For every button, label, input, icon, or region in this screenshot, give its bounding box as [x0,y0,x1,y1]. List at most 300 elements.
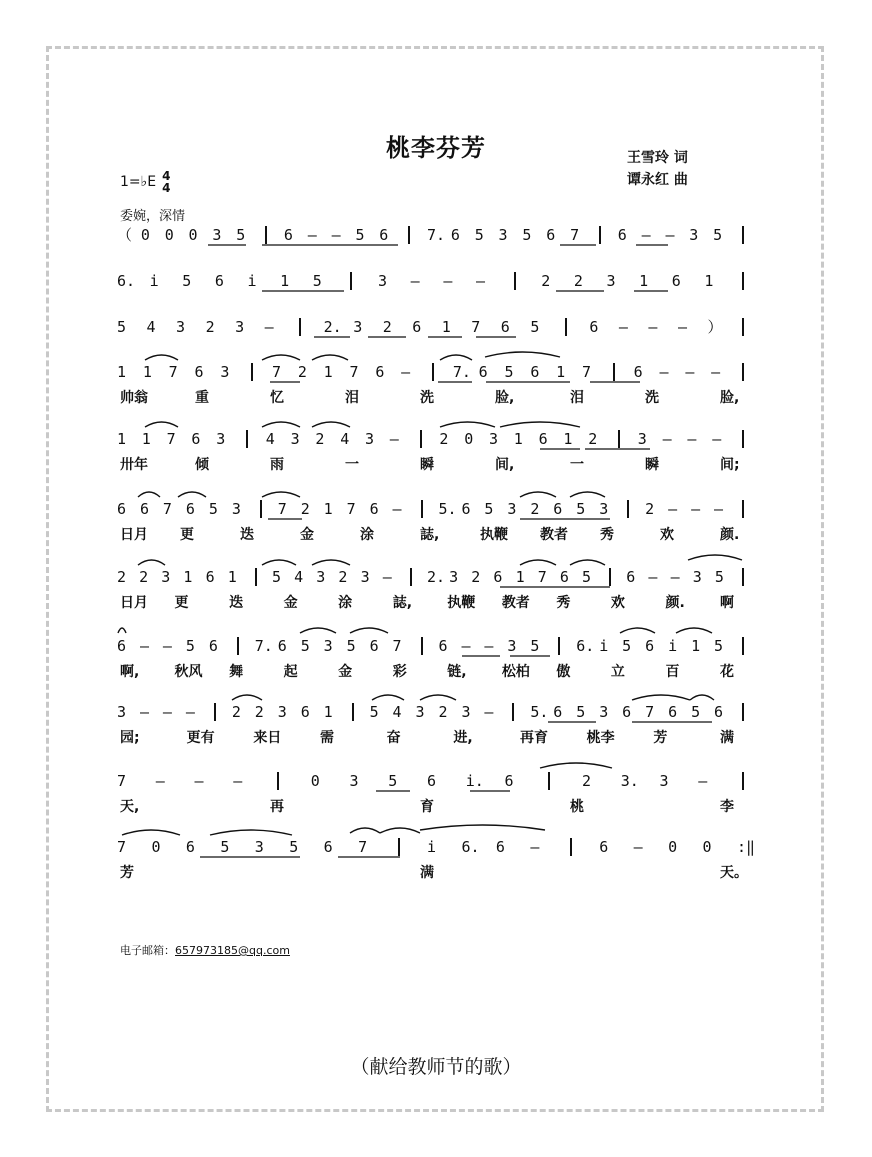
barline [255,568,257,586]
note: 5 [714,568,724,586]
email-address: 657973185@qq.com [175,944,290,957]
barline [565,318,567,336]
credits [627,147,688,191]
lyric: 满 [420,865,434,881]
barline [421,637,423,655]
note: – [461,637,471,655]
note: 6 [117,637,127,655]
note: 3 [220,363,230,381]
note: 5 [272,568,282,586]
lyric: 一 [345,457,359,473]
note: – [389,430,399,448]
note: 0 [188,226,198,244]
lyric: 更 [180,527,194,543]
note: – [139,703,149,721]
note: 6 [185,500,195,518]
lyric: 金 [283,595,298,611]
note: 7 [346,500,356,518]
lyric: 帅翁 [120,390,148,406]
barline [277,772,279,790]
note: 6 [553,500,563,518]
note: – [687,430,697,448]
note: 1 [117,430,127,448]
note: – [530,838,540,856]
note: 5 [576,703,586,721]
note: 2 [300,500,310,518]
barline [352,703,354,721]
lyric: 进, [453,730,473,746]
note: 4 [265,430,275,448]
lyric: 芳 [653,730,668,746]
note: i [599,637,609,655]
note: 6 [191,430,201,448]
note: 2 [297,363,307,381]
lyric: 金 [300,527,314,543]
lyric: 日月 [120,527,148,543]
note: 5 [355,226,365,244]
note: 5 [117,318,127,336]
lyric: 链, [447,664,467,680]
note: 6 [495,838,505,856]
barline [558,637,560,655]
note: 1 [323,500,333,518]
lyric: 涂 [338,595,353,611]
note: 6 [300,703,310,721]
note: 3. [620,772,639,790]
note: – [648,318,658,336]
note: 6 [369,500,379,518]
note: 7 [570,226,580,244]
note: – [677,318,687,336]
lyric: 泪 [570,390,584,406]
note: 5. [438,500,457,518]
note: 7 [166,430,176,448]
note: 2 [254,703,264,721]
lyric: 欢 [660,527,674,543]
note: 7 [272,363,282,381]
note: 1 [323,703,333,721]
lyric: 起 [283,664,298,680]
note: 3 [489,430,499,448]
note: 5 [622,637,632,655]
lyric: 执鞭 [447,595,476,611]
note: 4 [392,703,402,721]
note: 3 [365,430,375,448]
time-signature-top: 4 [162,169,171,183]
note: 3 [212,226,222,244]
note: 0 [151,838,161,856]
composer-credit: 谭永红 曲 [627,172,688,188]
note: 3 [449,568,459,586]
note: 6 [478,363,488,381]
note: 1 [323,363,333,381]
lyric: 瞬 [420,457,434,473]
note: – [264,318,274,336]
note: 3 [231,500,241,518]
barline [214,703,216,721]
note: 6 [633,363,643,381]
note: 5 [185,637,195,655]
note: 1 [117,363,127,381]
note: 5 [522,226,532,244]
note: 1 [556,363,566,381]
note: 2 [231,703,241,721]
note: （ [117,226,133,244]
barline [627,500,629,518]
lyric: 花 [720,664,734,680]
note: 3 [659,772,669,790]
note: 6 [117,500,127,518]
note: i [427,838,437,856]
note: – [331,226,341,244]
lyric: 颜. [720,527,740,543]
note: ） [707,318,723,336]
lyric: 重 [195,390,209,406]
note: – [712,430,722,448]
note: 6 [461,500,471,518]
note: 3 [290,430,300,448]
note: 6 [714,703,724,721]
note: 6 [671,272,681,290]
lyric: 秀 [600,527,614,543]
note: 3 [353,318,363,336]
lyric: 奋 [386,730,401,746]
note: 4 [340,430,350,448]
barline [742,703,744,721]
barline [742,637,744,655]
lyric: 秋风 [174,664,203,680]
lyric: 来日 [253,730,282,746]
note: 6 [538,430,548,448]
lyric: 李 [720,799,734,815]
note: – [668,500,678,518]
lyric: 泪 [345,390,359,406]
lyric: 洗 [645,390,659,406]
note: 2 [205,318,215,336]
note: 2 [439,430,449,448]
barline [398,838,400,856]
barline [548,772,550,790]
lyric: 再 [270,799,284,815]
lyric: 卅年 [120,457,148,473]
note: 2 [541,272,551,290]
note: 3 [216,430,226,448]
key-signature [120,170,170,194]
note: 5 [582,568,592,586]
note: – [685,363,695,381]
note: i [247,272,257,290]
note: 2 [438,703,448,721]
barline [609,568,611,586]
note: 7. [427,226,446,244]
note: 6 [283,226,293,244]
barline [742,318,744,336]
note: 6 [493,568,503,586]
note: 6 [553,703,563,721]
note: 2 [573,272,583,290]
note: – [698,772,708,790]
note: 3 [637,430,647,448]
note: – [662,430,672,448]
barline [570,838,572,856]
note: 6. [576,637,595,655]
lyric: 誌, [392,595,413,611]
note: 0 [702,838,712,856]
note: 7 [117,838,127,856]
note: 5. [530,703,549,721]
lyric: 颜. [665,595,685,611]
lyric: 立 [610,664,625,680]
note: – [633,838,643,856]
note: 1 [513,430,523,448]
note: – [670,568,680,586]
note: 6 [214,272,224,290]
note: 7 [645,703,655,721]
lyric: 园; [120,730,140,746]
note: – [443,272,453,290]
lyric: 更 [174,595,189,611]
note: – [618,318,628,336]
note: 5 [289,838,299,856]
lyric: 百 [665,664,680,680]
barline [742,772,744,790]
note: 5 [220,838,230,856]
lyric: 誌, [420,527,440,543]
note: – [401,363,411,381]
lyric: 更有 [186,730,215,746]
note: 6 [450,226,460,244]
note: 0 [310,772,320,790]
note: – [410,272,420,290]
barline [618,430,620,448]
note: i. [465,772,484,790]
note: 0 [140,226,150,244]
note: 0 [668,838,678,856]
note: – [307,226,317,244]
note: 5 [208,500,218,518]
lyric: 涂 [360,527,374,543]
email-line [120,942,290,958]
note: 5 [236,226,246,244]
note: 2. [323,318,342,336]
lyric: 啊, [120,664,140,680]
note: – [475,272,485,290]
lyric: 桃 [570,799,584,815]
lyric: 金 [338,664,353,680]
lyric: 迭 [240,527,254,543]
note: 2. [427,568,446,586]
lyric: 松柏 [501,664,530,680]
lyric: 芳 [120,865,134,881]
key-label: 1=♭E [120,174,157,190]
note: 3 [498,226,508,244]
barline [237,637,239,655]
lyric: 舞 [229,664,244,680]
note: 5 [388,772,398,790]
note: 7 [537,568,547,586]
note: 5 [474,226,484,244]
note: 6 [375,363,385,381]
barline [742,500,744,518]
email-label: 电子邮箱： [120,944,175,957]
note: i [149,272,159,290]
note: – [659,363,669,381]
lyric: 脸, [495,390,515,406]
lyric: 天, [120,799,140,815]
note: 3 [689,226,699,244]
note: 4 [294,568,304,586]
note: 6 [379,226,389,244]
note: 6 [668,703,678,721]
lyric: 彩 [392,664,407,680]
note: 7 [277,500,287,518]
lyric: 洗 [420,390,434,406]
barline [299,318,301,336]
note: 3 [254,838,264,856]
note: 2 [582,772,592,790]
tempo-marking: 委婉，深情 [120,209,186,224]
note: 7 [117,772,127,790]
barline [246,430,248,448]
note: 1 [515,568,525,586]
note: 6 [139,500,149,518]
note: 1 [441,318,451,336]
barline [742,568,744,586]
barline [742,363,744,381]
note: 6 [504,772,514,790]
note: 5 [346,637,356,655]
lyric: 倾 [195,457,209,473]
note: 3 [599,703,609,721]
note: 6 [626,568,636,586]
note: – [233,772,243,790]
note: 5 [504,363,514,381]
note: – [711,363,721,381]
note: 2 [117,568,127,586]
note: 5 [312,272,322,290]
note: 2 [139,568,149,586]
note: 1 [227,568,237,586]
lyric: 秀 [556,595,571,611]
note: 3 [692,568,702,586]
barline [613,363,615,381]
note: 3 [507,637,517,655]
lyric: 间; [720,457,740,473]
note: 6 [500,318,510,336]
note: 2 [588,430,598,448]
note: 7 [358,838,368,856]
lyric: 忆 [270,390,284,406]
note: 0 [464,430,474,448]
note: 1 [141,430,151,448]
lyric: 傲 [556,664,571,680]
barline [408,226,410,244]
note: 5 [484,500,494,518]
note: – [139,637,149,655]
lyricist-credit: 王雪玲 词 [627,150,688,166]
time-signature [162,170,170,194]
note: 6 [559,568,569,586]
song-title: 桃李芬芳 [386,134,486,162]
note: 7 [392,637,402,655]
note: 6 [645,637,655,655]
lyric: 日月 [120,595,148,611]
note: 7 [349,363,359,381]
note: – [691,500,701,518]
note: 1 [280,272,290,290]
note: 5 [300,637,310,655]
lyric: 再育 [520,730,548,746]
note: 6 [208,637,218,655]
note: 3 [349,772,359,790]
lyric: 桃李 [586,730,615,746]
note: 5 [714,637,724,655]
dedication: （献给教师节的歌） [350,1056,522,1078]
barline [410,568,412,586]
note: 3 [277,703,287,721]
note: 7 [582,363,592,381]
note: – [714,500,724,518]
note: 1 [639,272,649,290]
note: – [155,772,165,790]
note: 4 [146,318,156,336]
note: 1 [704,272,714,290]
note: 6 [622,703,632,721]
note: 3 [316,568,326,586]
note: 1 [691,637,701,655]
barline [265,226,267,244]
note: 2 [382,318,392,336]
lyric: 迭 [229,595,244,611]
note: 6 [530,363,540,381]
note: 3 [378,272,388,290]
note: 6 [438,637,448,655]
note: 3 [235,318,245,336]
note: – [392,500,402,518]
note: 6 [194,363,204,381]
note: 2 [530,500,540,518]
lyric: 教者 [501,595,530,611]
barline [599,226,601,244]
lyric: 啊 [720,595,734,611]
note: 6. [117,272,136,290]
note: 6 [185,838,195,856]
lyric: 间, [495,457,515,473]
note: 2 [645,500,655,518]
barline [251,363,253,381]
lyric: 教者 [540,527,568,543]
note: 3 [161,568,171,586]
barline [432,363,434,381]
note: – [484,703,494,721]
lyric: 需 [320,730,334,746]
lyric: 天。 [720,865,748,881]
barline [260,500,262,518]
note: 6 [546,226,556,244]
lyric: 育 [420,799,434,815]
note: 7. [254,637,273,655]
note: 3 [507,500,517,518]
note: – [382,568,392,586]
note: 5 [369,703,379,721]
barline [420,430,422,448]
note: 6. [461,838,480,856]
note: 5 [182,272,192,290]
note: 6 [323,838,333,856]
note: 6 [427,772,437,790]
note: 6 [599,838,609,856]
note: – [194,772,204,790]
